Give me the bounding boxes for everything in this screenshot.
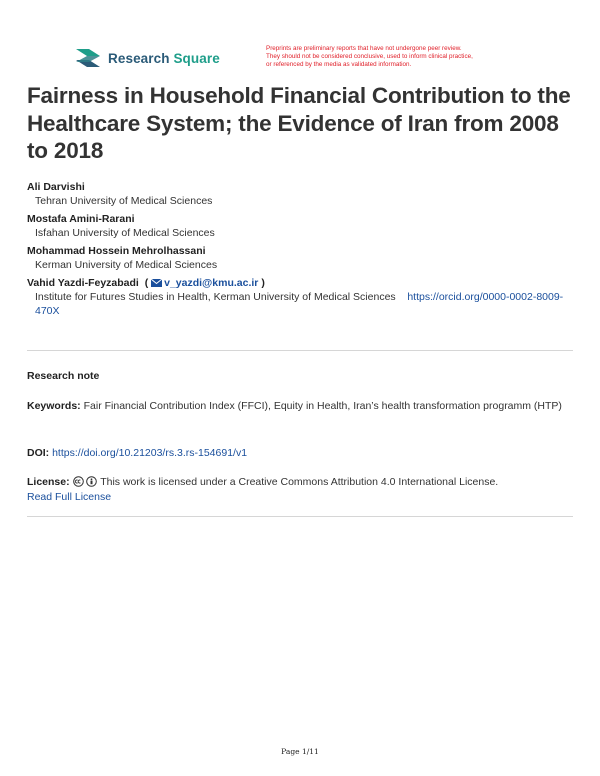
research-square-logo-icon	[74, 47, 102, 69]
author-list	[27, 180, 577, 322]
author-name: Mostafa Amini-Rarani	[27, 213, 135, 225]
author-name: Ali Darvishi	[27, 181, 85, 193]
preprint-notice	[266, 45, 556, 69]
doi-link[interactable]: https://doi.org/10.21203/rs.3.rs-154691/v1	[52, 447, 248, 459]
notice-line: or referenced by the media as validated information.	[266, 61, 412, 68]
divider	[27, 516, 573, 517]
author-affiliation: Tehran University of Medical Sciences	[35, 195, 213, 207]
notice-line: Preprints are preliminary reports that have not undergone peer review.	[266, 45, 462, 52]
author-affiliation: Isfahan University of Medical Sciences	[35, 227, 215, 239]
attribution-icon	[86, 476, 97, 487]
creative-commons-icon	[73, 476, 84, 487]
doi	[27, 446, 573, 461]
notice-line: They should not be considered conclusive, used to inform clinical practice,	[266, 53, 473, 60]
keywords	[27, 399, 573, 414]
corresponding-author: Vahid Yazdi-Feyzabadi ( v_yazdi@kmu.ac.ir )	[27, 277, 265, 289]
doi-label: DOI:	[27, 447, 50, 459]
author-affiliation: Kerman University of Medical Sciences	[35, 259, 218, 271]
article-type: Research note	[27, 370, 100, 382]
read-full-license-link[interactable]: Read Full License	[27, 491, 112, 503]
brand-name: Research Square	[108, 50, 220, 66]
license-label: License:	[27, 476, 70, 488]
envelope-icon	[151, 279, 162, 287]
author-name: Vahid Yazdi-Feyzabadi	[27, 277, 139, 289]
orcid-link[interactable]: https://orcid.org/0000-0002-8009-470X	[35, 291, 564, 317]
research-square-logo[interactable]	[74, 47, 220, 69]
page-number: Page 1/11	[281, 747, 319, 756]
keywords-label: Keywords:	[27, 400, 81, 412]
author-affiliation: Institute for Futures Studies in Health, Kerman University of Medical Sciences https://orcid.org/0000-0002-8009-470X	[35, 291, 564, 317]
license-text: This work is licensed under a Creative Commons Attribution 4.0 International License.	[100, 476, 499, 488]
keywords-value: Fair Financial Contribution Index (FFCI), Equity in Health, Iran’s health transformation programm (HTP)	[83, 400, 562, 412]
license	[27, 475, 573, 505]
author-email-link[interactable]: v_yazdi@kmu.ac.ir	[151, 277, 258, 289]
author-name: Mohammad Hossein Mehrolhassani	[27, 245, 206, 257]
divider	[27, 350, 573, 351]
paper-title: Fairness in Household Financial Contribution to the Healthcare System; the Evidence of Iran from 2008 to 2018	[27, 83, 571, 163]
